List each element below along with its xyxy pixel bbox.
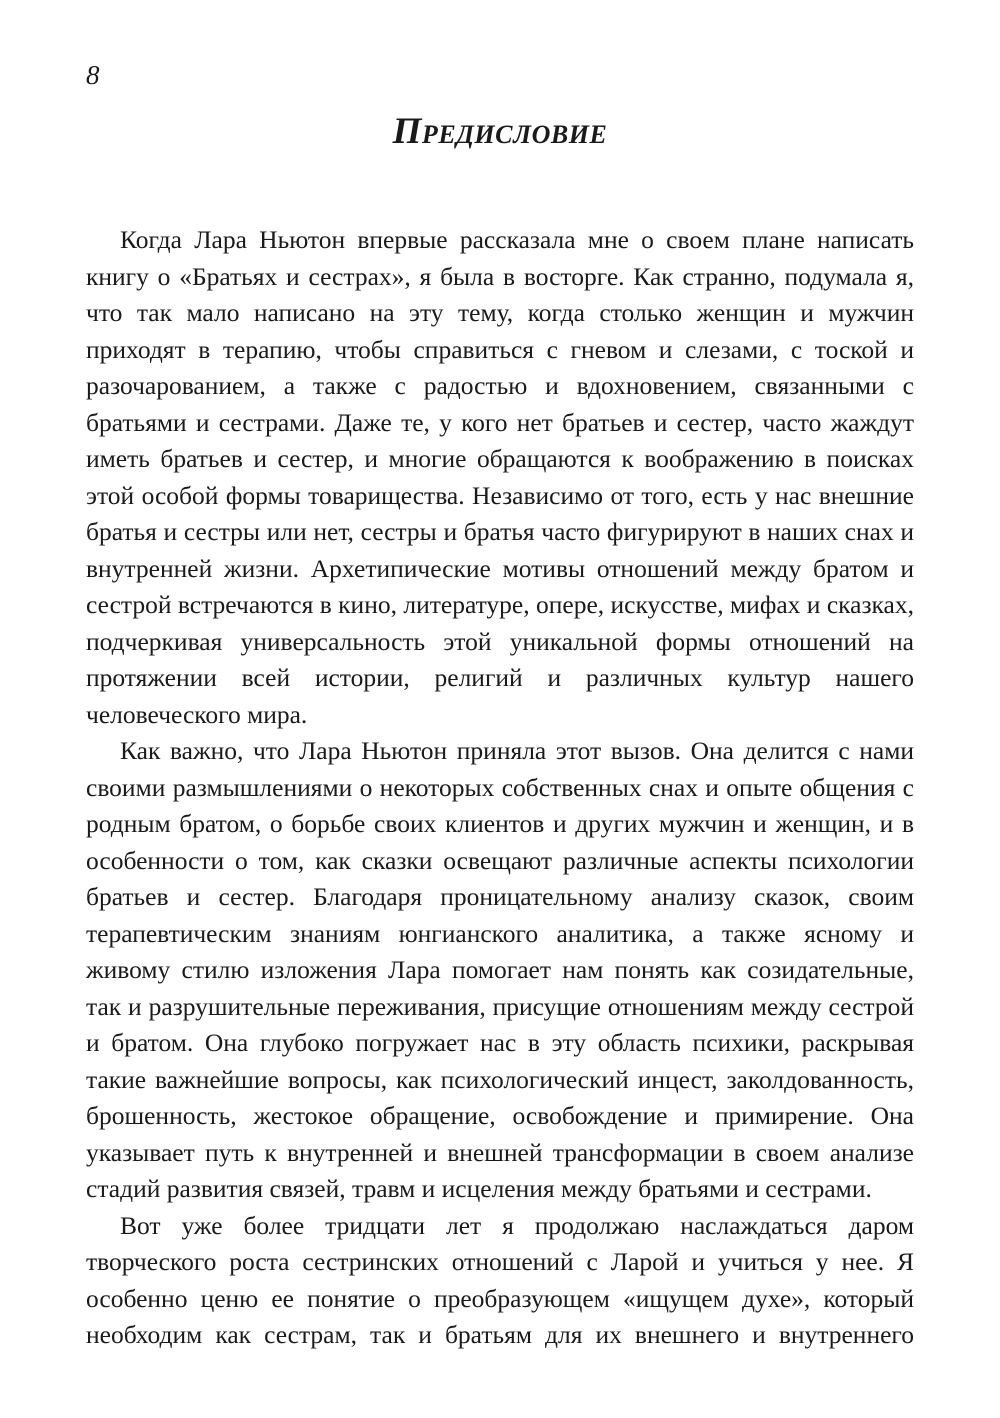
- body-text: [86, 222, 914, 1354]
- paragraph-1: Когда Лара Ньютон впервые рассказала мне о своем плане написать книгу о «Братьях и сестрах», я была в восторге. Как странно, подумала я, что так мало написано на эту тему, когда столько женщин и мужчин приходят в терапию, чтобы справиться с гневом и слезами, с тоской и разочарованием, а также с радостью и вдохновением, связанными с братьями и сестрами. Даже те, у кого нет братьев и сестер, часто жаждут иметь братьев и сестер, и многие обращаются к воображению в поисках этой особой формы товарищества. Независимо от того, есть у нас внешние братья и сестры или нет, сестры и братья часто фигурируют в наших снах и внутренней жизни. Архетипические мотивы отношений между братом и сестрой встречаются в кино, литературе, опере, искусстве, мифах и сказках, подчеркивая универсальность этой уникальной формы отношений на протяжении всей истории, религий и различных культур нашего человеческого мира.: [86, 225, 914, 729]
- paragraph-2: Как важно, что Лара Ньютон приняла этот вызов. Она делится с нами своими размышлениями о некоторых собственных снах и опыте общения с родным братом, о борьбе своих клиентов и других мужчин и женщин, и в особенности о том, как сказки освещают различные аспекты психологии братьев и сестер. Благодаря проницательному анализу сказок, своим терапевтическим знаниям юнгианского аналитика, а также ясному и живому стилю изложения Лара помогает нам понять как созидательные, так и разрушительные переживания, присущие отношениям между сестрой и братом. Она глубоко погружает нас в эту область психики, раскрывая такие важнейшие вопросы, как психологический инцест, заколдованность, брошенность, жестокое обращение, освобождение и примирение. Она указывает путь к внутренней и внешней трансформации в своем анализе стадий развития связей, травм и исцеления между братьями и сестрами.: [86, 736, 914, 1203]
- paragraph-3: Вот уже более тридцати лет я продолжаю наслаждаться даром творческого роста сестринских отношений с Ларой и учиться у нее. Я особенно ценю ее понятие о преобразующем «ищущем духе», который необходим как сестрам, так и братьям для их внешнего и внутреннего: [86, 1210, 914, 1349]
- page-number: 8: [86, 60, 100, 90]
- chapter-title: Предисловие: [392, 111, 608, 152]
